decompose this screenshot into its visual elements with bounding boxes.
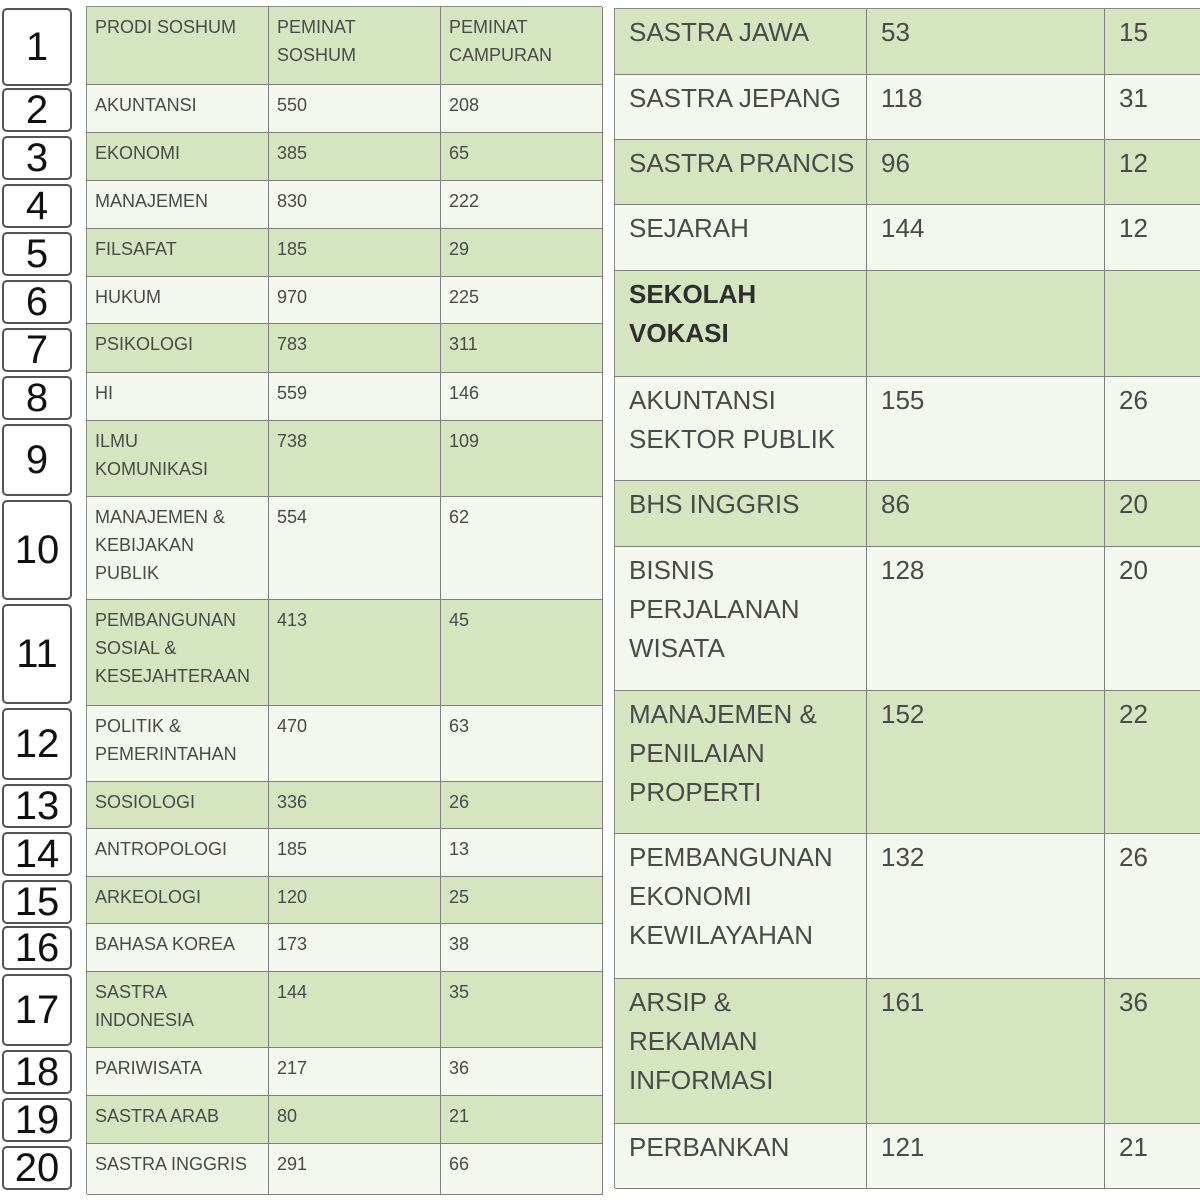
prodi-cell: PARIWISATA <box>87 1048 269 1096</box>
prodi-cell: ANTROPOLOGI <box>87 829 269 877</box>
table-row <box>87 133 601 181</box>
peminat-soshum-cell: 830 <box>269 181 441 229</box>
peminat-campuran-cell: 12 <box>1105 205 1200 271</box>
row-number: 1 <box>2 8 72 86</box>
prodi-cell: AKUNTANSI SEKTOR PUBLIK <box>615 377 867 481</box>
row-number: 14 <box>2 832 72 876</box>
table-row <box>87 181 601 229</box>
peminat-campuran-cell: 225 <box>441 277 603 324</box>
peminat-campuran-cell: 31 <box>1105 75 1200 140</box>
prodi-cell: SASTRA INGGRIS <box>87 1144 269 1195</box>
row-number-column <box>2 8 76 1198</box>
peminat-campuran-cell: 208 <box>441 85 603 133</box>
peminat-soshum-cell: 554 <box>269 497 441 600</box>
row-number: 17 <box>2 974 72 1046</box>
peminat-campuran-cell: 21 <box>1105 1124 1200 1189</box>
peminat-soshum-cell: 128 <box>867 547 1105 691</box>
prodi-cell: PERBANKAN <box>615 1124 867 1189</box>
peminat-soshum-cell: 550 <box>269 85 441 133</box>
peminat-campuran-cell: 26 <box>1105 834 1200 979</box>
row-number: 2 <box>2 88 72 132</box>
prodi-cell: SEJARAH <box>615 205 867 271</box>
prodi-cell: SEKOLAH VOKASI <box>615 271 867 377</box>
peminat-soshum-cell: 121 <box>867 1124 1105 1189</box>
table-row <box>87 706 601 782</box>
row-number: 13 <box>2 784 72 828</box>
peminat-campuran-cell: 146 <box>441 373 603 421</box>
peminat-campuran-cell: 63 <box>441 706 603 782</box>
prodi-cell: FILSAFAT <box>87 229 269 277</box>
table-row <box>87 877 601 924</box>
row-number: 10 <box>2 500 72 600</box>
prodi-cell: SOSIOLOGI <box>87 782 269 829</box>
column-header: PEMINAT SOSHUM <box>269 7 441 85</box>
table-row <box>615 979 1200 1124</box>
table-row <box>615 9 1200 75</box>
prodi-cell: PEMBANGUNAN SOSIAL & KESEJAHTERAAN <box>87 600 269 706</box>
row-number: 16 <box>2 926 72 970</box>
peminat-campuran-cell: 20 <box>1105 481 1200 547</box>
peminat-soshum-cell: 217 <box>269 1048 441 1096</box>
peminat-campuran-cell: 38 <box>441 924 603 972</box>
peminat-campuran-cell: 12 <box>1105 140 1200 205</box>
peminat-campuran-cell: 25 <box>441 877 603 924</box>
peminat-soshum-cell: 185 <box>269 229 441 277</box>
peminat-campuran-cell: 15 <box>1105 9 1200 75</box>
row-number: 19 <box>2 1098 72 1142</box>
prodi-cell: ILMU KOMUNIKASI <box>87 421 269 497</box>
peminat-soshum-cell: 336 <box>269 782 441 829</box>
prodi-cell: PSIKOLOGI <box>87 324 269 373</box>
prodi-cell: MANAJEMEN & KEBIJAKAN PUBLIK <box>87 497 269 600</box>
peminat-soshum-cell: 783 <box>269 324 441 373</box>
peminat-soshum-cell: 86 <box>867 481 1105 547</box>
peminat-soshum-cell: 96 <box>867 140 1105 205</box>
peminat-soshum-cell <box>867 271 1105 377</box>
right-table <box>614 8 1200 1188</box>
column-header: PEMINAT CAMPURAN <box>441 7 603 85</box>
left-table <box>86 6 602 1194</box>
table-row <box>87 924 601 972</box>
peminat-campuran-cell: 36 <box>1105 979 1200 1124</box>
peminat-soshum-cell: 152 <box>867 691 1105 834</box>
peminat-soshum-cell: 144 <box>269 972 441 1048</box>
column-header: PRODI SOSHUM <box>87 7 269 85</box>
peminat-soshum-cell: 144 <box>867 205 1105 271</box>
peminat-campuran-cell: 26 <box>441 782 603 829</box>
table-row <box>615 205 1200 271</box>
peminat-campuran-cell: 13 <box>441 829 603 877</box>
prodi-cell: SASTRA INDONESIA <box>87 972 269 1048</box>
prodi-cell: AKUNTANSI <box>87 85 269 133</box>
peminat-campuran-cell: 66 <box>441 1144 603 1195</box>
row-number: 12 <box>2 708 72 780</box>
row-number: 3 <box>2 136 72 180</box>
row-number: 4 <box>2 184 72 228</box>
table-row <box>615 1124 1200 1189</box>
table-row <box>87 277 601 324</box>
row-number: 7 <box>2 328 72 372</box>
table-row <box>87 1096 601 1144</box>
peminat-soshum-cell: 470 <box>269 706 441 782</box>
prodi-cell: ARSIP & REKAMAN INFORMASI <box>615 979 867 1124</box>
prodi-cell: BHS INGGRIS <box>615 481 867 547</box>
row-number: 18 <box>2 1050 72 1094</box>
table-row <box>615 75 1200 140</box>
peminat-soshum-cell: 53 <box>867 9 1105 75</box>
prodi-cell: MANAJEMEN & PENILAIAN PROPERTI <box>615 691 867 834</box>
peminat-soshum-cell: 559 <box>269 373 441 421</box>
peminat-campuran-cell: 62 <box>441 497 603 600</box>
peminat-soshum-cell: 155 <box>867 377 1105 481</box>
table-row <box>87 1048 601 1096</box>
peminat-campuran-cell: 26 <box>1105 377 1200 481</box>
peminat-soshum-cell: 970 <box>269 277 441 324</box>
peminat-soshum-cell: 80 <box>269 1096 441 1144</box>
peminat-campuran-cell: 20 <box>1105 547 1200 691</box>
table-row <box>87 497 601 600</box>
peminat-soshum-cell: 185 <box>269 829 441 877</box>
prodi-cell: MANAJEMEN <box>87 181 269 229</box>
table-row <box>87 324 601 373</box>
peminat-soshum-cell: 132 <box>867 834 1105 979</box>
row-number: 9 <box>2 424 72 496</box>
table-row <box>615 691 1200 834</box>
prodi-cell: EKONOMI <box>87 133 269 181</box>
table-header-row <box>87 7 601 85</box>
peminat-soshum-cell: 118 <box>867 75 1105 140</box>
prodi-cell: SASTRA JEPANG <box>615 75 867 140</box>
prodi-cell: SASTRA PRANCIS <box>615 140 867 205</box>
peminat-soshum-cell: 161 <box>867 979 1105 1124</box>
peminat-campuran-cell: 109 <box>441 421 603 497</box>
peminat-campuran-cell: 65 <box>441 133 603 181</box>
row-number: 20 <box>2 1146 72 1190</box>
table-row <box>87 85 601 133</box>
prodi-cell: HUKUM <box>87 277 269 324</box>
table-row <box>615 547 1200 691</box>
peminat-soshum-cell: 173 <box>269 924 441 972</box>
table-row <box>615 140 1200 205</box>
prodi-cell: BISNIS PERJALANAN WISATA <box>615 547 867 691</box>
row-number: 5 <box>2 232 72 276</box>
table-row <box>615 377 1200 481</box>
peminat-campuran-cell: 36 <box>441 1048 603 1096</box>
peminat-soshum-cell: 120 <box>269 877 441 924</box>
peminat-campuran-cell <box>1105 271 1200 377</box>
prodi-cell: PEMBANGUNAN EKONOMI KEWILAYAHAN <box>615 834 867 979</box>
table-row <box>87 972 601 1048</box>
row-number: 11 <box>2 604 72 704</box>
table-row <box>87 829 601 877</box>
prodi-cell: SASTRA JAWA <box>615 9 867 75</box>
peminat-campuran-cell: 22 <box>1105 691 1200 834</box>
peminat-soshum-cell: 385 <box>269 133 441 181</box>
peminat-campuran-cell: 222 <box>441 181 603 229</box>
table-row <box>87 229 601 277</box>
row-number: 8 <box>2 376 72 420</box>
peminat-soshum-cell: 413 <box>269 600 441 706</box>
peminat-soshum-cell: 738 <box>269 421 441 497</box>
table-row <box>615 481 1200 547</box>
table-row <box>87 1144 601 1195</box>
row-number: 6 <box>2 280 72 324</box>
prodi-cell: BAHASA KOREA <box>87 924 269 972</box>
table-row <box>87 782 601 829</box>
peminat-campuran-cell: 45 <box>441 600 603 706</box>
prodi-cell: POLITIK & PEMERINTAHAN <box>87 706 269 782</box>
peminat-campuran-cell: 29 <box>441 229 603 277</box>
table-row <box>615 271 1200 377</box>
table-row <box>615 834 1200 979</box>
table-row <box>87 373 601 421</box>
table-row <box>87 421 601 497</box>
table-row <box>87 600 601 706</box>
prodi-cell: ARKEOLOGI <box>87 877 269 924</box>
peminat-campuran-cell: 311 <box>441 324 603 373</box>
prodi-cell: HI <box>87 373 269 421</box>
peminat-campuran-cell: 21 <box>441 1096 603 1144</box>
peminat-soshum-cell: 291 <box>269 1144 441 1195</box>
peminat-campuran-cell: 35 <box>441 972 603 1048</box>
row-number: 15 <box>2 880 72 924</box>
prodi-cell: SASTRA ARAB <box>87 1096 269 1144</box>
